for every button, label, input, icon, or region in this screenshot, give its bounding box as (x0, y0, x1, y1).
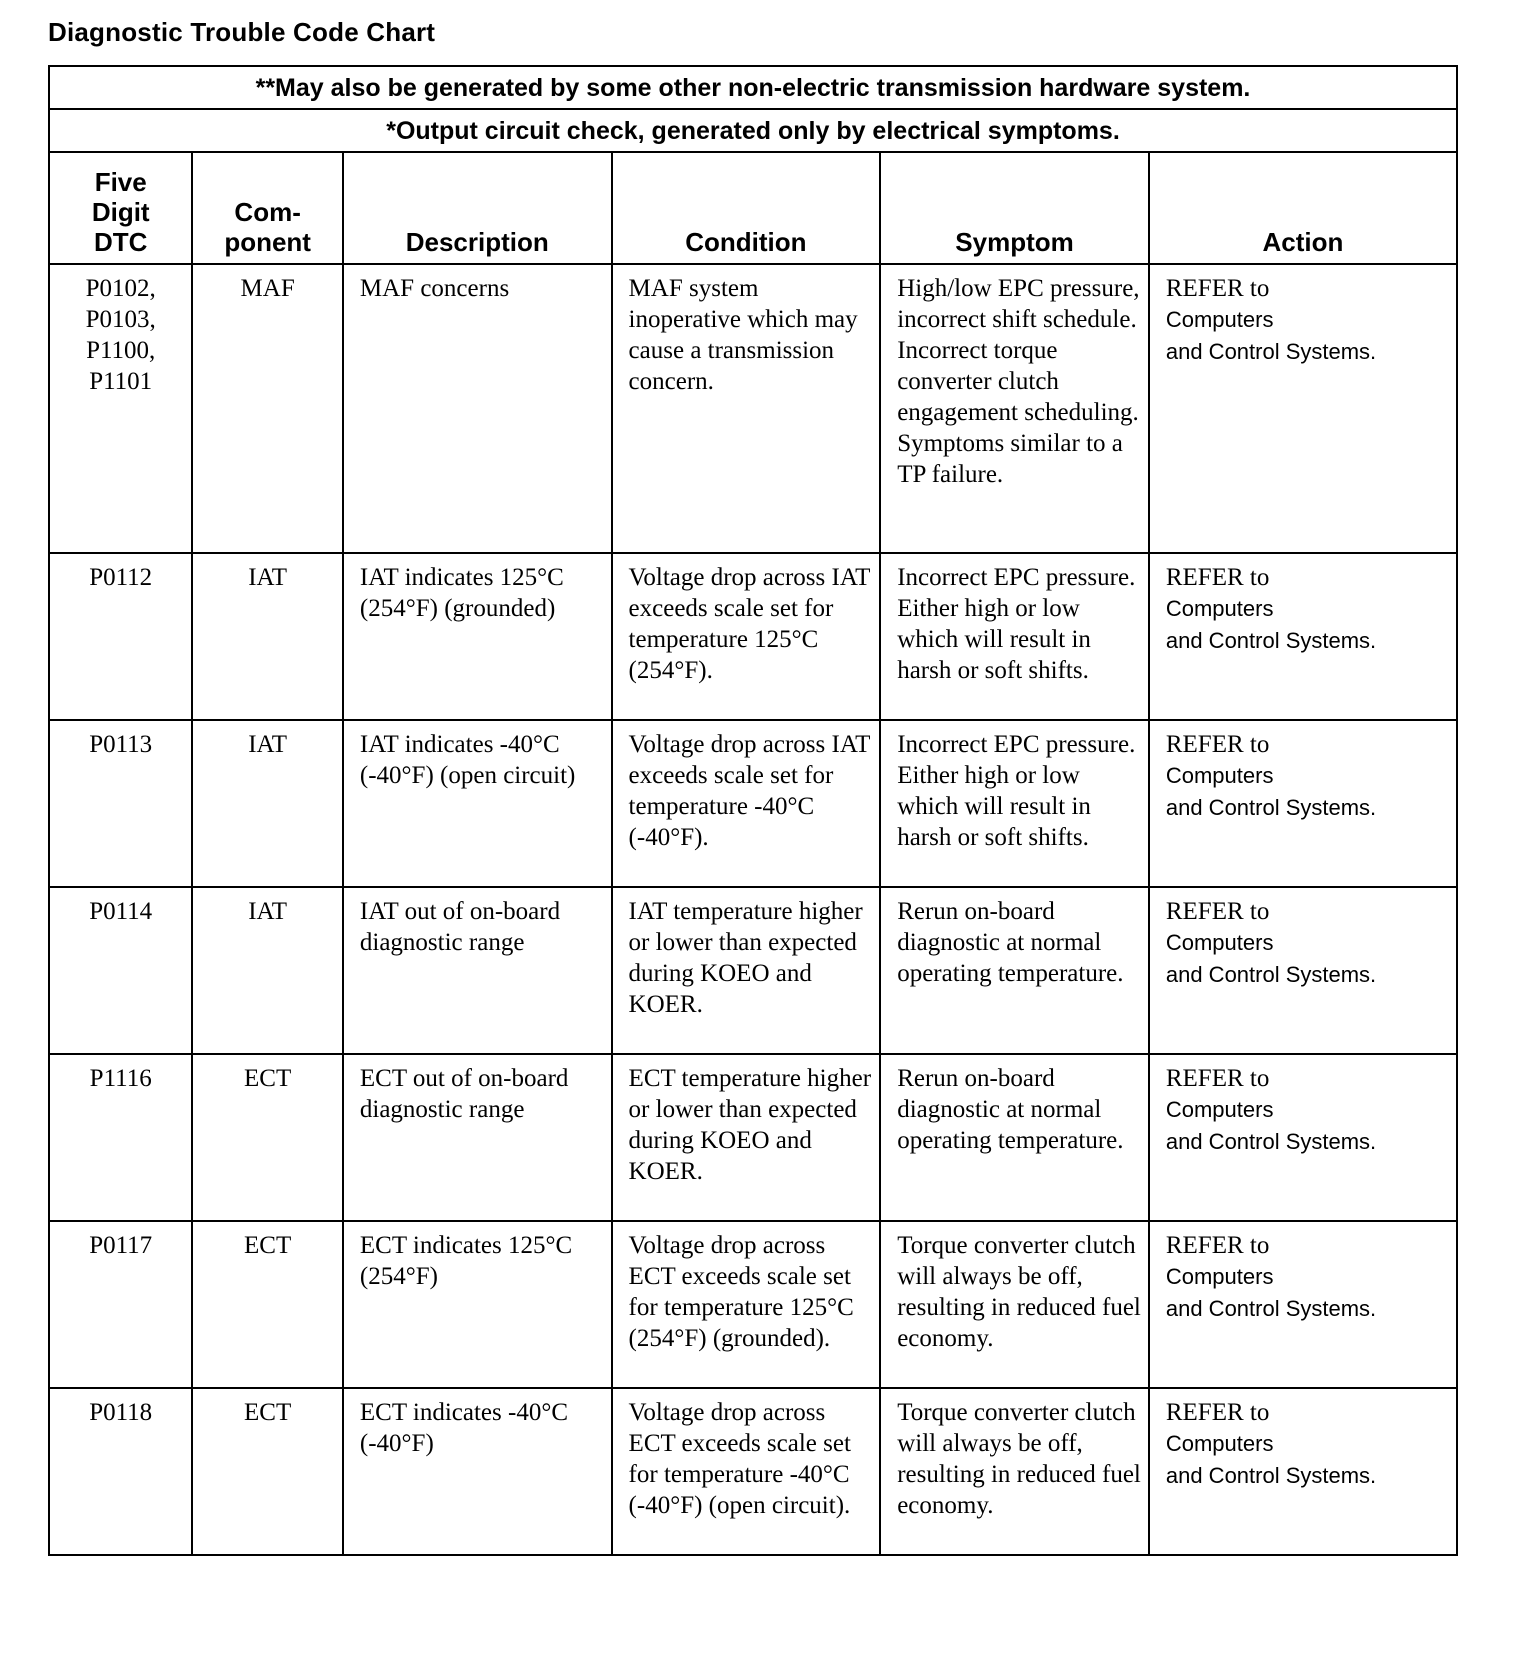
table-row (49, 1388, 1457, 1555)
description-cell: ECT indicates -40°C (-40°F) (343, 1388, 612, 1555)
description-cell: IAT out of on-board diagnostic range (343, 887, 612, 1054)
component-cell: IAT (192, 720, 342, 887)
action-refer: REFER to (1165, 898, 1270, 925)
dtc-table (48, 65, 1458, 1556)
action-refer: REFER to (1165, 275, 1270, 302)
dtc-code: P0117 (89, 1232, 153, 1259)
action-cell (1149, 264, 1457, 553)
action-reference: and Control Systems. (1165, 795, 1377, 820)
header-component-line: ponent (224, 227, 311, 257)
action-refer: REFER to (1165, 731, 1270, 758)
condition-cell: Voltage drop across ECT exceeds scale set for temperature 125°C (254°F) (grounded). (612, 1221, 881, 1388)
component-cell: MAF (192, 264, 342, 553)
action-cell (1149, 553, 1457, 720)
action-refer: REFER to (1165, 564, 1270, 591)
action-reference: and Control Systems. (1165, 628, 1377, 653)
action-reference: Computers (1165, 1097, 1274, 1122)
action-reference: Computers (1165, 596, 1274, 621)
dtc-code: P0102, (85, 275, 156, 302)
dtc-cell (49, 553, 192, 720)
action-reference: Computers (1165, 930, 1274, 955)
dtc-code: P1100, (86, 337, 156, 364)
action-refer: REFER to (1165, 1232, 1270, 1259)
action-reference: and Control Systems. (1165, 339, 1377, 364)
header-dtc (49, 152, 192, 264)
header-action: Action (1149, 152, 1457, 264)
dtc-code: P0103, (85, 306, 156, 333)
note-non-electric: **May also be generated by some other non-electric transmission hardware system. (49, 66, 1457, 109)
description-cell: MAF concerns (343, 264, 612, 553)
symptom-cell: Torque converter clutch will always be off, resulting in reduced fuel economy. (880, 1221, 1149, 1388)
description-cell: ECT indicates 125°C (254°F) (343, 1221, 612, 1388)
description-cell: IAT indicates 125°C (254°F) (grounded) (343, 553, 612, 720)
action-reference: Computers (1165, 307, 1274, 332)
action-reference: Computers (1165, 1431, 1274, 1456)
action-refer: REFER to (1165, 1065, 1270, 1092)
description-cell: IAT indicates -40°C (-40°F) (open circuit) (343, 720, 612, 887)
dtc-code: P0112 (89, 564, 153, 591)
dtc-cell (49, 887, 192, 1054)
symptom-cell: High/low EPC pressure, incorrect shift schedule. Incorrect torque converter clutch engagement scheduling. Symptoms similar to a TP failure. (880, 264, 1149, 553)
condition-cell: Voltage drop across IAT exceeds scale set for temperature 125°C (254°F). (612, 553, 881, 720)
table-row (49, 553, 1457, 720)
dtc-code: P0114 (89, 898, 153, 925)
symptom-cell: Incorrect EPC pressure. Either high or low which will result in harsh or soft shifts. (880, 720, 1149, 887)
component-cell: ECT (192, 1054, 342, 1221)
condition-cell: IAT temperature higher or lower than expected during KOEO and KOER. (612, 887, 881, 1054)
table-row (49, 720, 1457, 887)
table-row (49, 887, 1457, 1054)
condition-cell: ECT temperature higher or lower than expected during KOEO and KOER. (612, 1054, 881, 1221)
dtc-cell (49, 264, 192, 553)
header-row (49, 152, 1457, 264)
dtc-cell (49, 1221, 192, 1388)
action-reference: Computers (1165, 1264, 1274, 1289)
action-reference: and Control Systems. (1165, 962, 1377, 987)
dtc-cell (49, 720, 192, 887)
symptom-cell: Rerun on-board diagnostic at normal operating temperature. (880, 887, 1149, 1054)
dtc-code: P1116 (89, 1065, 152, 1092)
note-row (49, 109, 1457, 152)
dtc-cell (49, 1388, 192, 1555)
header-dtc-line: Five (94, 167, 147, 197)
action-cell (1149, 1054, 1457, 1221)
note-row (49, 66, 1457, 109)
condition-cell: MAF system inoperative which may cause a transmission concern. (612, 264, 881, 553)
header-dtc-line: DTC (93, 227, 148, 257)
condition-cell: Voltage drop across ECT exceeds scale set for temperature -40°C (-40°F) (open circuit). (612, 1388, 881, 1555)
dtc-code: P0118 (89, 1399, 153, 1426)
component-cell: ECT (192, 1221, 342, 1388)
action-reference: Computers (1165, 763, 1274, 788)
action-reference: and Control Systems. (1165, 1296, 1377, 1321)
dtc-code: P1101 (89, 368, 153, 395)
dtc-cell (49, 1054, 192, 1221)
header-description: Description (343, 152, 612, 264)
component-cell: ECT (192, 1388, 342, 1555)
action-cell (1149, 720, 1457, 887)
action-refer: REFER to (1165, 1399, 1270, 1426)
header-component-line: Com- (234, 197, 301, 227)
header-condition: Condition (612, 152, 881, 264)
symptom-cell: Torque converter clutch will always be off, resulting in reduced fuel economy. (880, 1388, 1149, 1555)
action-cell (1149, 1388, 1457, 1555)
condition-cell: Voltage drop across IAT exceeds scale set for temperature -40°C (-40°F). (612, 720, 881, 887)
action-reference: and Control Systems. (1165, 1463, 1377, 1488)
dtc-code: P0113 (89, 731, 153, 758)
table-row (49, 1054, 1457, 1221)
action-cell (1149, 1221, 1457, 1388)
table-row (49, 1221, 1457, 1388)
header-symptom: Symptom (880, 152, 1149, 264)
header-dtc-line: Digit (91, 197, 150, 227)
symptom-cell: Incorrect EPC pressure. Either high or low which will result in harsh or soft shifts. (880, 553, 1149, 720)
action-cell (1149, 887, 1457, 1054)
action-reference: and Control Systems. (1165, 1129, 1377, 1154)
page-title: Diagnostic Trouble Code Chart (48, 17, 436, 47)
component-cell: IAT (192, 887, 342, 1054)
header-component (192, 152, 342, 264)
description-cell: ECT out of on-board diagnostic range (343, 1054, 612, 1221)
note-output-circuit: *Output circuit check, generated only by electrical symptoms. (49, 109, 1457, 152)
table-row (49, 264, 1457, 553)
component-cell: IAT (192, 553, 342, 720)
symptom-cell: Rerun on-board diagnostic at normal operating temperature. (880, 1054, 1149, 1221)
